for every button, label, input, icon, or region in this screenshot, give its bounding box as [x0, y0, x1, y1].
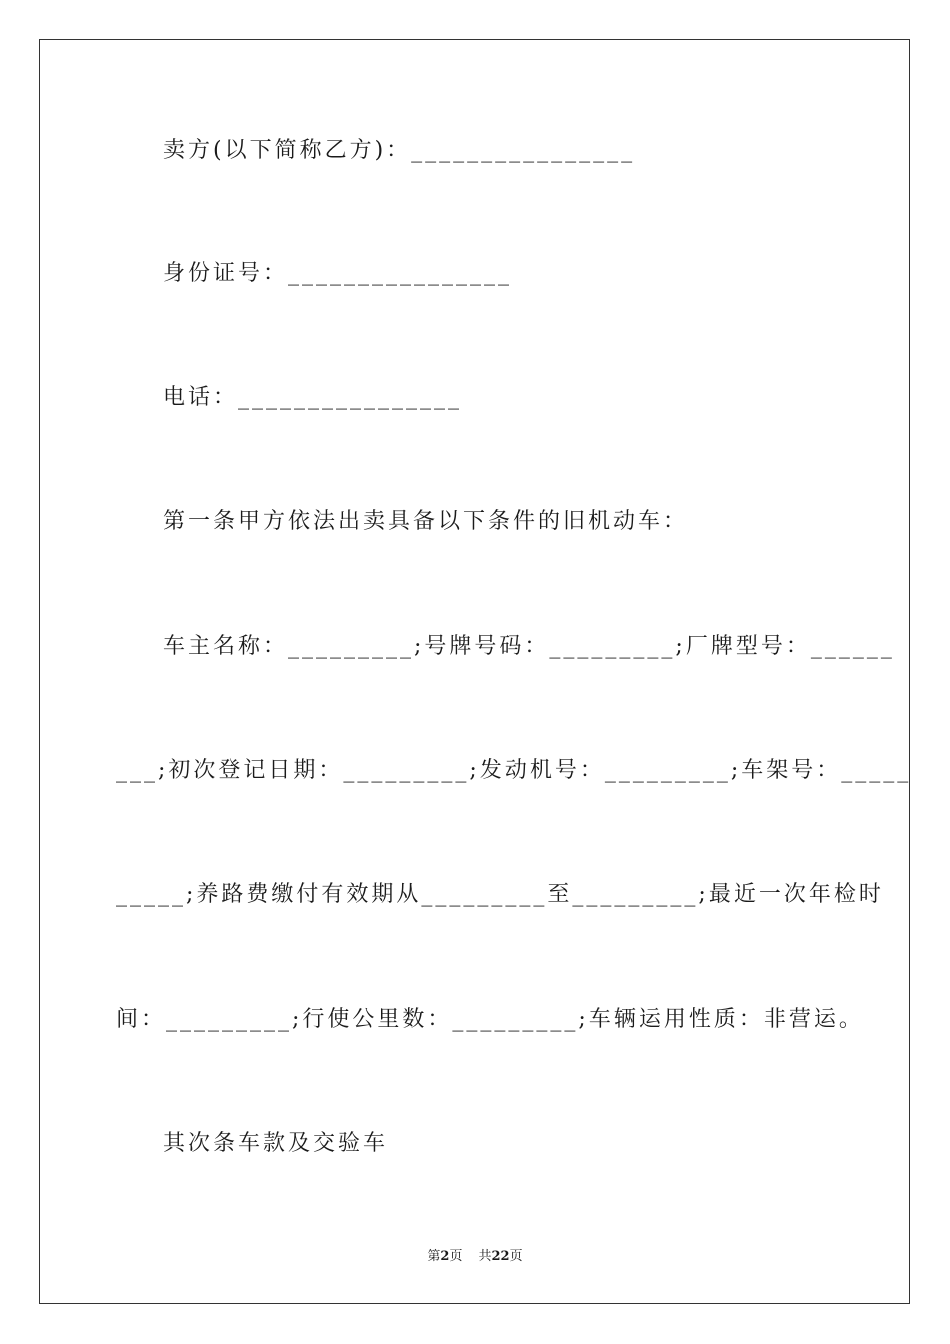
vehicle-info-line-4: 间：_________;行使公里数：_________;车辆运用性质：非营运。 [116, 1007, 864, 1032]
seller-line: 卖方(以下简称乙方)：________________ [163, 138, 636, 163]
vehicle-info-line-3: _____;养路费缴付有效期从_________至_________;最近一次年检时 [116, 882, 884, 907]
page-border [39, 39, 910, 1304]
phone-line: 电话：________________ [163, 385, 463, 410]
page-label-prefix: 第 [427, 1249, 441, 1264]
page-footer [0, 1248, 950, 1266]
article-one-heading: 第一条甲方依法出卖具备以下条件的旧机动车： [163, 509, 689, 534]
page-label-suffix: 页 [449, 1249, 463, 1264]
total-label-prefix: 共 [478, 1249, 492, 1264]
article-two-heading: 其次条车款及交验车 [163, 1131, 389, 1156]
page-number: 2 [440, 1249, 450, 1264]
vehicle-info-line-2: ___;初次登记日期：_________;发动机号：_________;车架号：_____ [116, 758, 912, 783]
vehicle-info-line-1: 车主名称：_________;号牌号码：_________;厂牌型号：______ [163, 634, 895, 659]
total-pages: 22 [491, 1249, 510, 1264]
id-number-line: 身份证号：________________ [163, 261, 513, 286]
total-label-suffix: 页 [509, 1249, 523, 1264]
